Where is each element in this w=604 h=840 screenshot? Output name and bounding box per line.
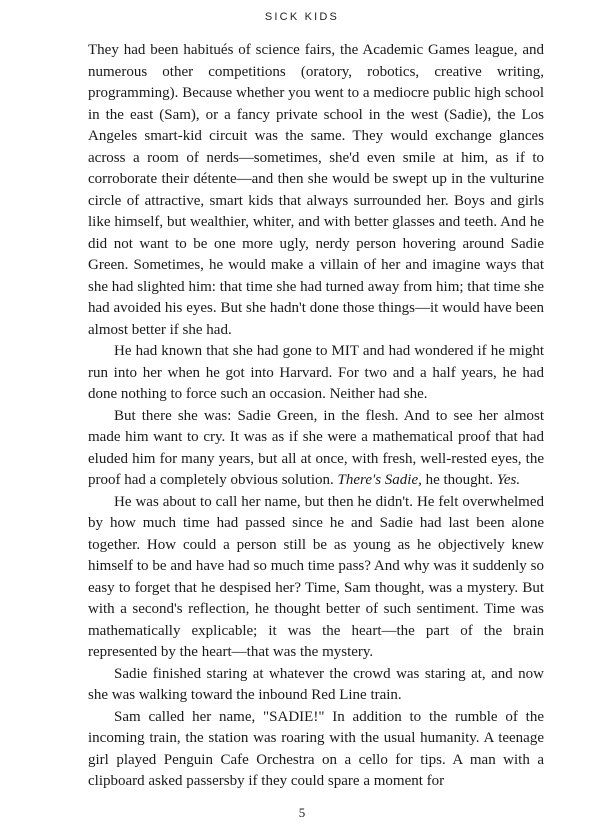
body-text <box>88 40 544 793</box>
paragraph-4: He was about to call her name, but then he didn't. He felt overwhelmed by how much time had passed since he and Sadie had last been alone together. How could a person still be as young as he objectively knew himself to be and have had so much time pass? And why was it suddenly so easy to forget that he despised her? Time, Sam thought, was a mystery. But with a second's reflection, he thought better of such sentiment. Time was mathematically explicable; it was the heart—the part of the brain represented by the heart—that was the mystery. <box>88 493 544 660</box>
paragraph-3-italic-b: Yes. <box>496 472 521 488</box>
running-head: SICK KIDS <box>264 11 340 23</box>
paragraph-1: They had been habitués of science fairs, the Academic Games league, and numerous other competitions (oratory, robotics, creative writing, programming). Because whether you went to a mediocre public high school in the east (Sam), or a fancy private school in the west (Sadie), the Los Angeles smart-kid circuit was the same. They would exchange glances across a room of nerds—sometimes, she'd even smile at him, as if to corroborate their détente—and then she would be swept up in the vulturine circle of attractive, smart kids that always surrounded her. Boys and girls like himself, but wealthier, whiter, and with better glasses and teeth. And he did not want to be one more ugly, nerdy person hovering around Sadie Green. Sometimes, he would make a villain of her and imagine ways that she had slighted him: that time she had turned away from him; that time she had avoided his eyes. But she hadn't done those things—it would have been almost better if she had. <box>88 42 544 338</box>
paragraph-3-text-b: he thought. <box>421 472 497 488</box>
paragraph-3-italic-a: There's Sadie, <box>337 472 422 488</box>
paragraph-5: Sadie finished staring at whatever the crowd was staring at, and now she was walking toward the inbound Red Line train. <box>88 665 544 703</box>
paragraph-3-text-a: But there she was: Sadie Green, in the flesh. And to see her almost made him want to cry. It was as if she were a mathematical proof that had eluded him for many years, but all at once, with fresh, well-rested eyes, the proof had a completely obvious solution. <box>88 407 544 488</box>
page-number: 5 <box>298 805 306 820</box>
paragraph-2: He had known that she had gone to MIT and had wondered if he might run into her when he got into Harvard. For two and a half years, he had done nothing to force such an occasion. Neither had she. <box>88 343 544 402</box>
paragraph-3 <box>88 406 544 492</box>
paragraph-6: Sam called her name, "SADIE!" In addition to the rumble of the incoming train, the station was roaring with the usual humanity. A teenage girl played Penguin Cafe Orchestra on a cello for tips. A man with a clipboard asked passersby if they could spare a moment for <box>88 708 544 789</box>
